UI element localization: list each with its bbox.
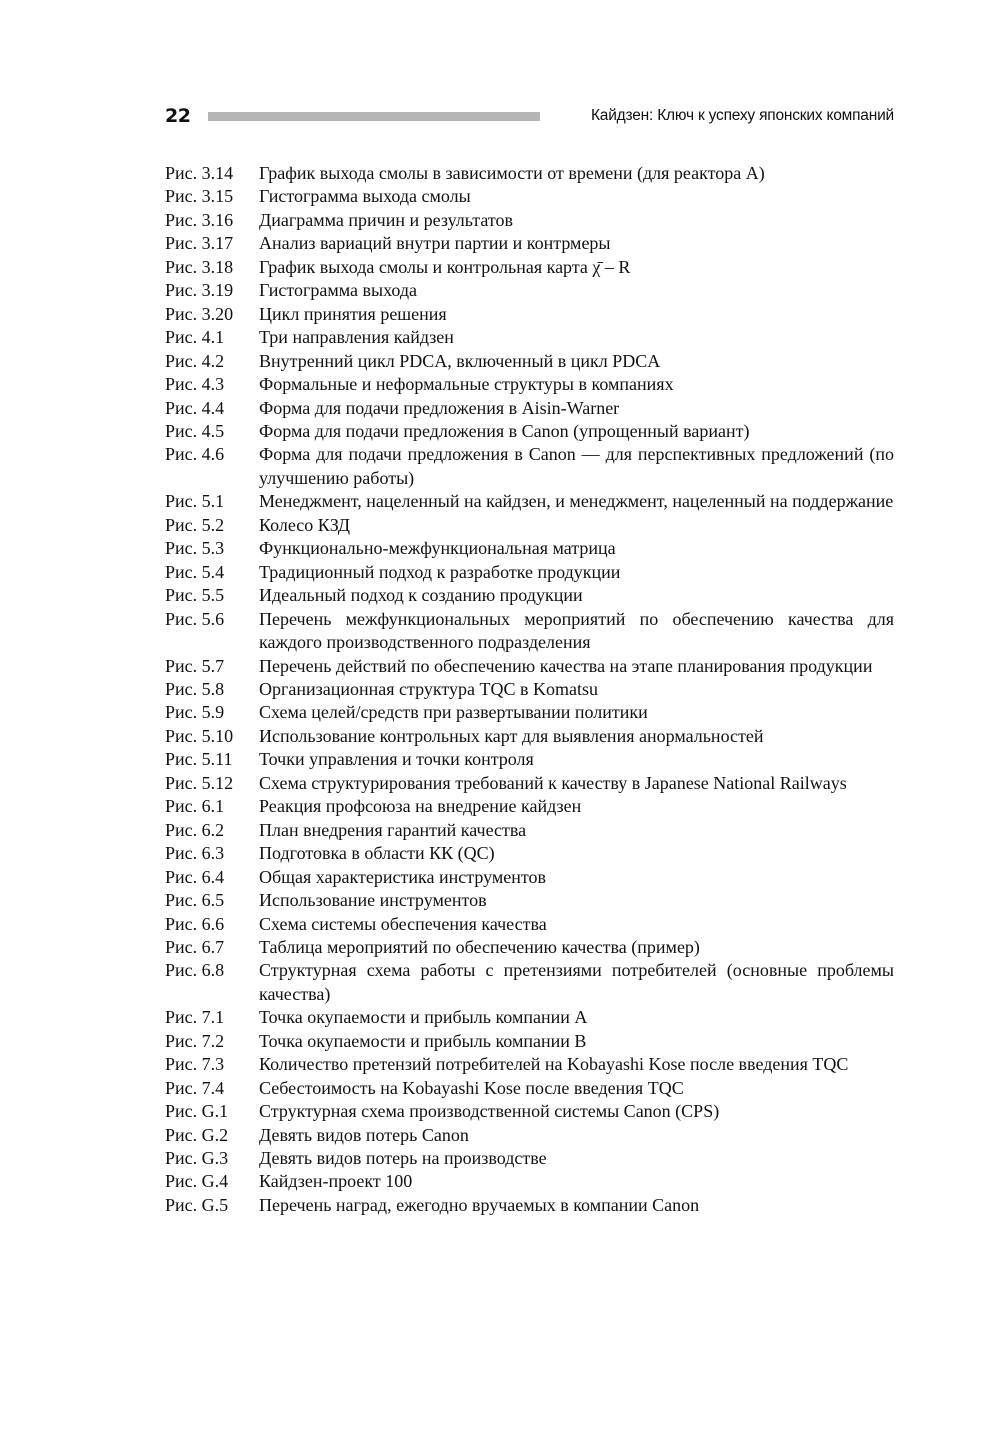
figure-label: Рис. 6.2 — [165, 819, 225, 840]
figure-title: Перечень наград, ежегодно вручаемых в компании Canon — [259, 1194, 700, 1215]
figure-label: Рис. 4.5 — [165, 420, 225, 441]
figure-entry — [165, 725, 894, 748]
figure-label: Рис. 6.5 — [165, 890, 225, 911]
figure-title: Схема структурирования требований к качеству в Japanese National Railways — [259, 772, 847, 793]
figure-title: Девять видов потерь Canon — [259, 1124, 469, 1145]
figure-entry — [165, 1030, 894, 1053]
figure-label: Рис. 5.11 — [165, 749, 233, 770]
figure-title: Девять видов потерь на производстве — [259, 1148, 547, 1169]
figure-entry — [165, 866, 894, 889]
figure-title: Точка окупаемости и прибыль компании B — [259, 1030, 587, 1051]
figure-title: Использование инструментов — [259, 890, 487, 911]
figure-entry — [165, 1053, 894, 1076]
figure-label: Рис. G.3 — [165, 1148, 229, 1169]
figure-label: Рис. 6.1 — [165, 796, 225, 817]
figure-label: Рис. 4.2 — [165, 350, 225, 371]
figure-entry — [165, 1100, 894, 1123]
figure-label: Рис. 5.4 — [165, 561, 225, 582]
figure-title: Традиционный подход к разработке продукции — [259, 561, 621, 582]
figure-label: Рис. 4.1 — [165, 327, 225, 348]
figure-label: Рис. 5.10 — [165, 725, 234, 746]
figure-label: Рис. 3.20 — [165, 303, 234, 324]
figure-title: Структурная схема работы с претензиями потребителей (основные проблемы качества) — [259, 960, 894, 1004]
figure-title: Структурная схема производственной системы Canon (CPS) — [259, 1101, 720, 1122]
figure-label: Рис. 6.4 — [165, 866, 225, 887]
figure-title: Точки управления и точки контроля — [259, 749, 534, 770]
figure-entry — [165, 913, 894, 936]
figure-label: Рис. 4.4 — [165, 397, 225, 418]
figure-entry — [165, 326, 894, 349]
figure-title: Форма для подачи предложения в Aisin-Warner — [259, 397, 620, 418]
figure-entry — [165, 701, 894, 724]
figure-entry — [165, 303, 894, 326]
page-header — [165, 103, 894, 129]
figure-title: Кайдзен-проект 100 — [259, 1171, 413, 1192]
figure-label: Рис. 3.16 — [165, 209, 234, 230]
figure-label: Рис. 3.14 — [165, 163, 234, 183]
figure-label: Рис. G.4 — [165, 1171, 229, 1192]
figure-title: Менеджмент, нацеленный на кайдзен, и менеджмент, нацеленный на поддержание — [259, 491, 894, 512]
figure-entry — [165, 373, 894, 396]
figure-entry — [165, 420, 894, 443]
figure-label: Рис. 6.8 — [165, 960, 225, 981]
figure-title: Форма для подачи предложения в Canon — для перспективных предложений (по улучшению работы) — [259, 444, 894, 488]
figure-entry — [165, 889, 894, 912]
figure-title: Точка окупаемости и прибыль компании A — [259, 1007, 588, 1028]
figure-title: Общая характеристика инструментов — [259, 866, 546, 887]
figure-label: Рис. 5.1 — [165, 491, 225, 512]
figure-entry — [165, 350, 894, 373]
figure-title: Перечень межфункциональных мероприятий по обеспечению качества для каждого производственного подразделения — [259, 608, 894, 653]
figure-entry — [165, 561, 894, 584]
figure-entry — [165, 279, 894, 302]
figure-label: Рис. G.2 — [165, 1124, 229, 1145]
figure-title: Использование контрольных карт для выявления анормальностей — [259, 725, 764, 746]
figure-entry — [165, 1124, 894, 1147]
figure-entry — [165, 397, 894, 420]
figure-label: Рис. 6.6 — [165, 913, 225, 934]
figure-title: Схема системы обеспечения качества — [259, 913, 547, 934]
figure-entry — [165, 819, 894, 842]
figure-title: Форма для подачи предложения в Canon (упрощенный вариант) — [259, 420, 750, 441]
figure-title: Себестоимость на Kobayashi Kose после введения TQC — [259, 1077, 684, 1098]
figure-label: Рис. 7.4 — [165, 1077, 225, 1098]
figure-title: Количество претензий потребителей на Kobayashi Kose после введения TQC — [259, 1054, 849, 1075]
figure-label: Рис. 5.6 — [165, 608, 225, 629]
figure-title: Подготовка в области КК (QC) — [259, 843, 495, 864]
figure-label: Рис. 3.17 — [165, 233, 234, 254]
figure-label: Рис. 5.3 — [165, 538, 225, 559]
figure-label: Рис. 5.9 — [165, 702, 225, 723]
figure-entry — [165, 959, 894, 1006]
figure-label: Рис. 5.2 — [165, 514, 225, 535]
figure-label: Рис. 7.3 — [165, 1054, 225, 1075]
figure-label: Рис. 5.5 — [165, 585, 225, 606]
running-title: Кайдзен: Ключ к успеху японских компаний — [590, 107, 894, 124]
figure-title: Перечень действий по обеспечению качества на этапе планирования продукции — [259, 655, 873, 676]
figure-entry — [165, 655, 894, 678]
figure-title: Диаграмма причин и результатов — [259, 209, 514, 230]
figure-entry — [165, 443, 894, 490]
figure-label: Рис. G.5 — [165, 1194, 229, 1215]
figure-title: График выхода смолы и контрольная карта χ̄ – R — [259, 256, 631, 277]
figure-entry — [165, 232, 894, 255]
figure-entry — [165, 842, 894, 865]
figure-title: Формальные и неформальные структуры в компаниях — [259, 374, 674, 395]
figure-label: Рис. G.1 — [165, 1101, 229, 1122]
figure-entry — [165, 514, 894, 537]
figure-label: Рис. 7.2 — [165, 1030, 225, 1051]
figure-label: Рис. 5.7 — [165, 655, 225, 676]
list-of-figures — [165, 162, 894, 1217]
figure-entry — [165, 209, 894, 232]
figure-label: Рис. 3.15 — [165, 186, 234, 207]
figure-label: Рис. 6.7 — [165, 936, 225, 957]
figure-title: План внедрения гарантий качества — [259, 819, 527, 840]
header-rule — [208, 112, 540, 121]
figure-title: Функционально-межфункциональная матрица — [259, 538, 616, 559]
figure-entry — [165, 795, 894, 818]
figure-title: График выхода смолы в зависимости от времени (для реактора A) — [259, 163, 765, 183]
figure-title: Колесо КЗД — [259, 514, 350, 535]
figure-entry — [165, 1077, 894, 1100]
figure-title: Анализ вариаций внутри партии и контрмеры — [259, 233, 611, 254]
figure-title: Гистограмма выхода — [259, 280, 418, 301]
figure-title: Три направления кайдзен — [259, 327, 454, 348]
figure-label: Рис. 5.8 — [165, 678, 225, 699]
figure-entry — [165, 748, 894, 771]
figure-label: Рис. 7.1 — [165, 1007, 225, 1028]
figure-entry — [165, 256, 894, 279]
figure-title: Реакция профсоюза на внедрение кайдзен — [259, 796, 582, 817]
figure-entry — [165, 678, 894, 701]
figure-label: Рис. 4.6 — [165, 444, 225, 465]
figure-entry — [165, 162, 894, 185]
figure-title: Идеальный подход к созданию продукции — [259, 585, 583, 606]
figure-title: Таблица мероприятий по обеспечению качества (пример) — [259, 936, 700, 957]
figure-label: Рис. 4.3 — [165, 374, 225, 395]
figure-entry — [165, 490, 894, 513]
figure-label: Рис. 5.12 — [165, 772, 234, 793]
figure-entry — [165, 1006, 894, 1029]
figure-title: Организационная структура TQC в Komatsu — [259, 678, 598, 699]
figure-entry — [165, 584, 894, 607]
figure-title: Внутренний цикл PDCA, включенный в цикл PDCA — [259, 350, 661, 371]
figure-entry — [165, 1147, 894, 1170]
page-number: 22 — [165, 105, 191, 127]
figure-label: Рис. 6.3 — [165, 843, 225, 864]
figure-entry — [165, 936, 894, 959]
figure-label: Рис. 3.19 — [165, 280, 234, 301]
figure-entry — [165, 1170, 894, 1193]
figure-entry — [165, 772, 894, 795]
figure-entry — [165, 537, 894, 560]
figure-title: Цикл принятия решения — [259, 303, 447, 324]
figure-label: Рис. 3.18 — [165, 256, 234, 277]
figure-title: Гистограмма выхода смолы — [259, 186, 471, 207]
figure-entry — [165, 608, 894, 655]
figure-entry — [165, 185, 894, 208]
figure-title: Схема целей/средств при развертывании политики — [259, 702, 648, 723]
figure-entry — [165, 1194, 894, 1217]
